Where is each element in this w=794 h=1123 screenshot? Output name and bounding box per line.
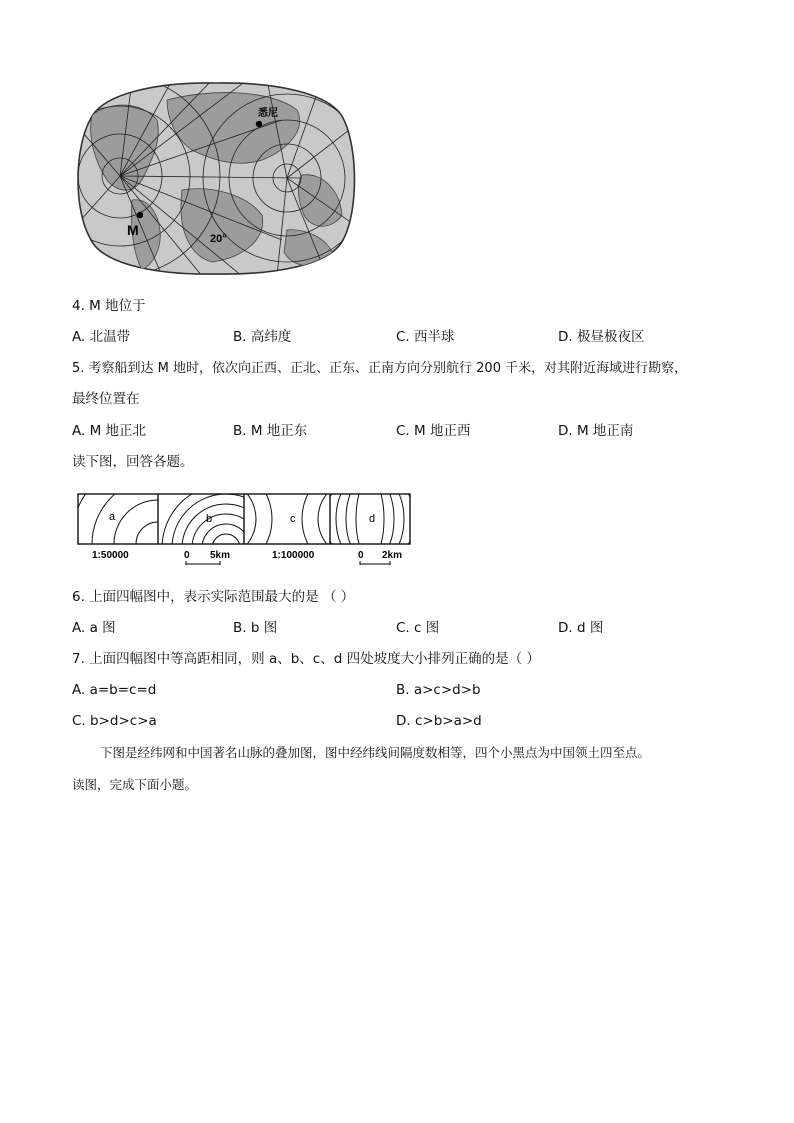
q7-option-a[interactable]: A. a=b=c=d bbox=[72, 682, 157, 698]
q7-option-b[interactable]: B. a>c>d>b bbox=[396, 682, 481, 698]
scale-b-zero: 0 bbox=[184, 550, 190, 561]
panel-label-b: b bbox=[206, 513, 213, 525]
q7-option-c[interactable]: C. b>d>c>a bbox=[72, 713, 157, 729]
scale-a-ratio: 1:50000 bbox=[92, 550, 129, 561]
q5-option-d[interactable]: D. M 地正南 bbox=[558, 423, 634, 439]
contour-maps-figure bbox=[76, 490, 416, 570]
q5-stem-line2: 最终位置在 bbox=[72, 391, 140, 407]
q4-stem: 4. M 地位于 bbox=[72, 298, 146, 314]
panel-label-a: a bbox=[109, 511, 116, 523]
q5-option-c[interactable]: C. M 地正西 bbox=[396, 423, 471, 439]
scale-d-zero: 0 bbox=[358, 550, 364, 561]
q6-option-d[interactable]: D. d 图 bbox=[558, 620, 604, 636]
q6-option-a[interactable]: A. a 图 bbox=[72, 620, 116, 636]
q4-option-b[interactable]: B. 高纬度 bbox=[233, 329, 292, 345]
m-point-label: M bbox=[127, 222, 139, 238]
q5-option-b[interactable]: B. M 地正东 bbox=[233, 423, 308, 439]
panel-label-d: d bbox=[369, 513, 376, 525]
q5-stem-line1: 5. 考察船到达 M 地时，依次向正西、正北、正东、正南方向分别航行 200 千米，对其附近海域进行勘察， bbox=[72, 361, 688, 376]
q6-option-c[interactable]: C. c 图 bbox=[396, 620, 440, 636]
passage-line1: 下图是经纬网和中国著名山脉的叠加图，图中经纬线间隔度数相等，四个小黑点为中国领土四至点。 bbox=[100, 745, 651, 760]
q6-stem: 6. 上面四幅图中，表示实际范围最大的是 （ ） bbox=[72, 589, 355, 605]
panel-label-c: c bbox=[290, 513, 296, 525]
q7-option-d[interactable]: D. c>b>a>d bbox=[396, 713, 482, 729]
q4-option-d[interactable]: D. 极昼极夜区 bbox=[558, 329, 645, 345]
sydney-label: 悉尼 bbox=[258, 108, 278, 119]
intro-text: 读下图，回答各题。 bbox=[72, 454, 194, 470]
scale-c-ratio: 1:100000 bbox=[272, 550, 315, 561]
q7-stem: 7. 上面四幅图中等高距相同，则 a、b、c、d 四处坡度大小排列正确的是（ ） bbox=[72, 651, 540, 667]
latitude-label: 20° bbox=[210, 233, 227, 245]
sydney-dot bbox=[256, 121, 262, 127]
q4-option-c[interactable]: C. 西半球 bbox=[396, 329, 455, 345]
scale-d-value: 2km bbox=[382, 550, 403, 561]
m-point-dot bbox=[137, 212, 143, 218]
scale-b-value: 5km bbox=[210, 550, 231, 561]
q4-option-a[interactable]: A. 北温带 bbox=[72, 329, 131, 345]
q6-option-b[interactable]: B. b 图 bbox=[233, 620, 278, 636]
q5-option-a[interactable]: A. M 地正北 bbox=[72, 423, 147, 439]
world-map-figure bbox=[72, 80, 358, 276]
passage-line2: 读图，完成下面小题。 bbox=[72, 777, 198, 792]
